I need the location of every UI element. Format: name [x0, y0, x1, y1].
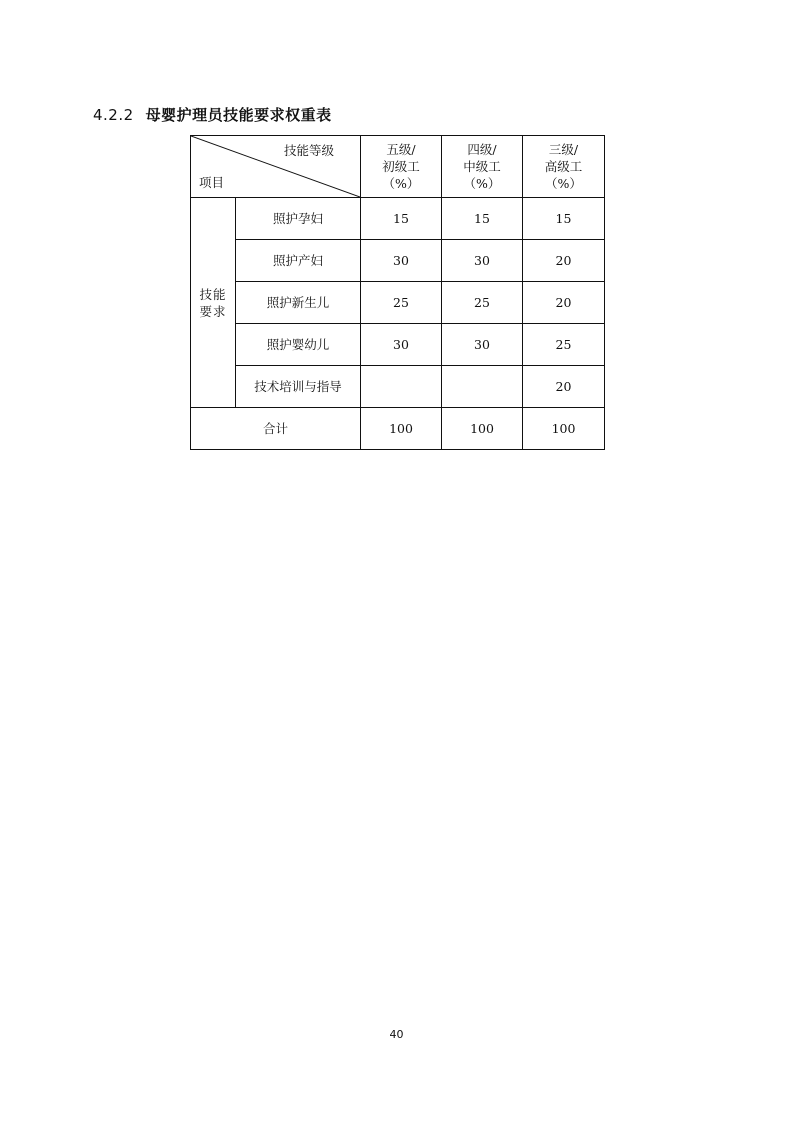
cell-value: 25 [523, 324, 605, 366]
row-item-label: 照护新生儿 [236, 282, 361, 324]
row-item-label: 技术培训与指导 [236, 366, 361, 408]
group-label-skill-requirements: 技能 要求 [191, 198, 236, 408]
section-number: 4.2.2 [93, 106, 134, 124]
row-item-label: 照护婴幼儿 [236, 324, 361, 366]
cell-value: 30 [442, 324, 523, 366]
row-item-label: 照护孕妇 [236, 198, 361, 240]
column-header-level-4: 四级/ 中级工 （%） [442, 136, 523, 198]
column-header-level-3: 三级/ 高级工 （%） [523, 136, 605, 198]
skill-weight-table [190, 135, 605, 450]
table-header-row [191, 136, 605, 198]
cell-value: 30 [442, 240, 523, 282]
section-title: 母婴护理员技能要求权重表 [145, 106, 332, 124]
corner-label-item: 项目 [199, 175, 225, 190]
cell-value: 25 [442, 282, 523, 324]
table-row [191, 198, 605, 240]
column-header-level-5: 五级/ 初级工 （%） [361, 136, 442, 198]
cell-value: 15 [523, 198, 605, 240]
cell-value: 30 [361, 324, 442, 366]
page-number: 40 [389, 1028, 404, 1041]
cell-value: 25 [361, 282, 442, 324]
cell-value [361, 366, 442, 408]
total-label: 合计 [191, 408, 361, 450]
row-item-label: 照护产妇 [236, 240, 361, 282]
table-row [191, 282, 605, 324]
cell-value: 20 [523, 366, 605, 408]
cell-value: 30 [361, 240, 442, 282]
total-value: 100 [523, 408, 605, 450]
cell-value: 15 [442, 198, 523, 240]
corner-label-skill-level: 技能等级 [283, 143, 334, 158]
header-corner-cell [191, 136, 361, 198]
total-value: 100 [361, 408, 442, 450]
total-value: 100 [442, 408, 523, 450]
cell-value [442, 366, 523, 408]
cell-value: 20 [523, 282, 605, 324]
table-row [191, 240, 605, 282]
table-row [191, 366, 605, 408]
cell-value: 20 [523, 240, 605, 282]
cell-value: 15 [361, 198, 442, 240]
table-total-row [191, 408, 605, 450]
table-row [191, 324, 605, 366]
section-heading [93, 104, 332, 125]
